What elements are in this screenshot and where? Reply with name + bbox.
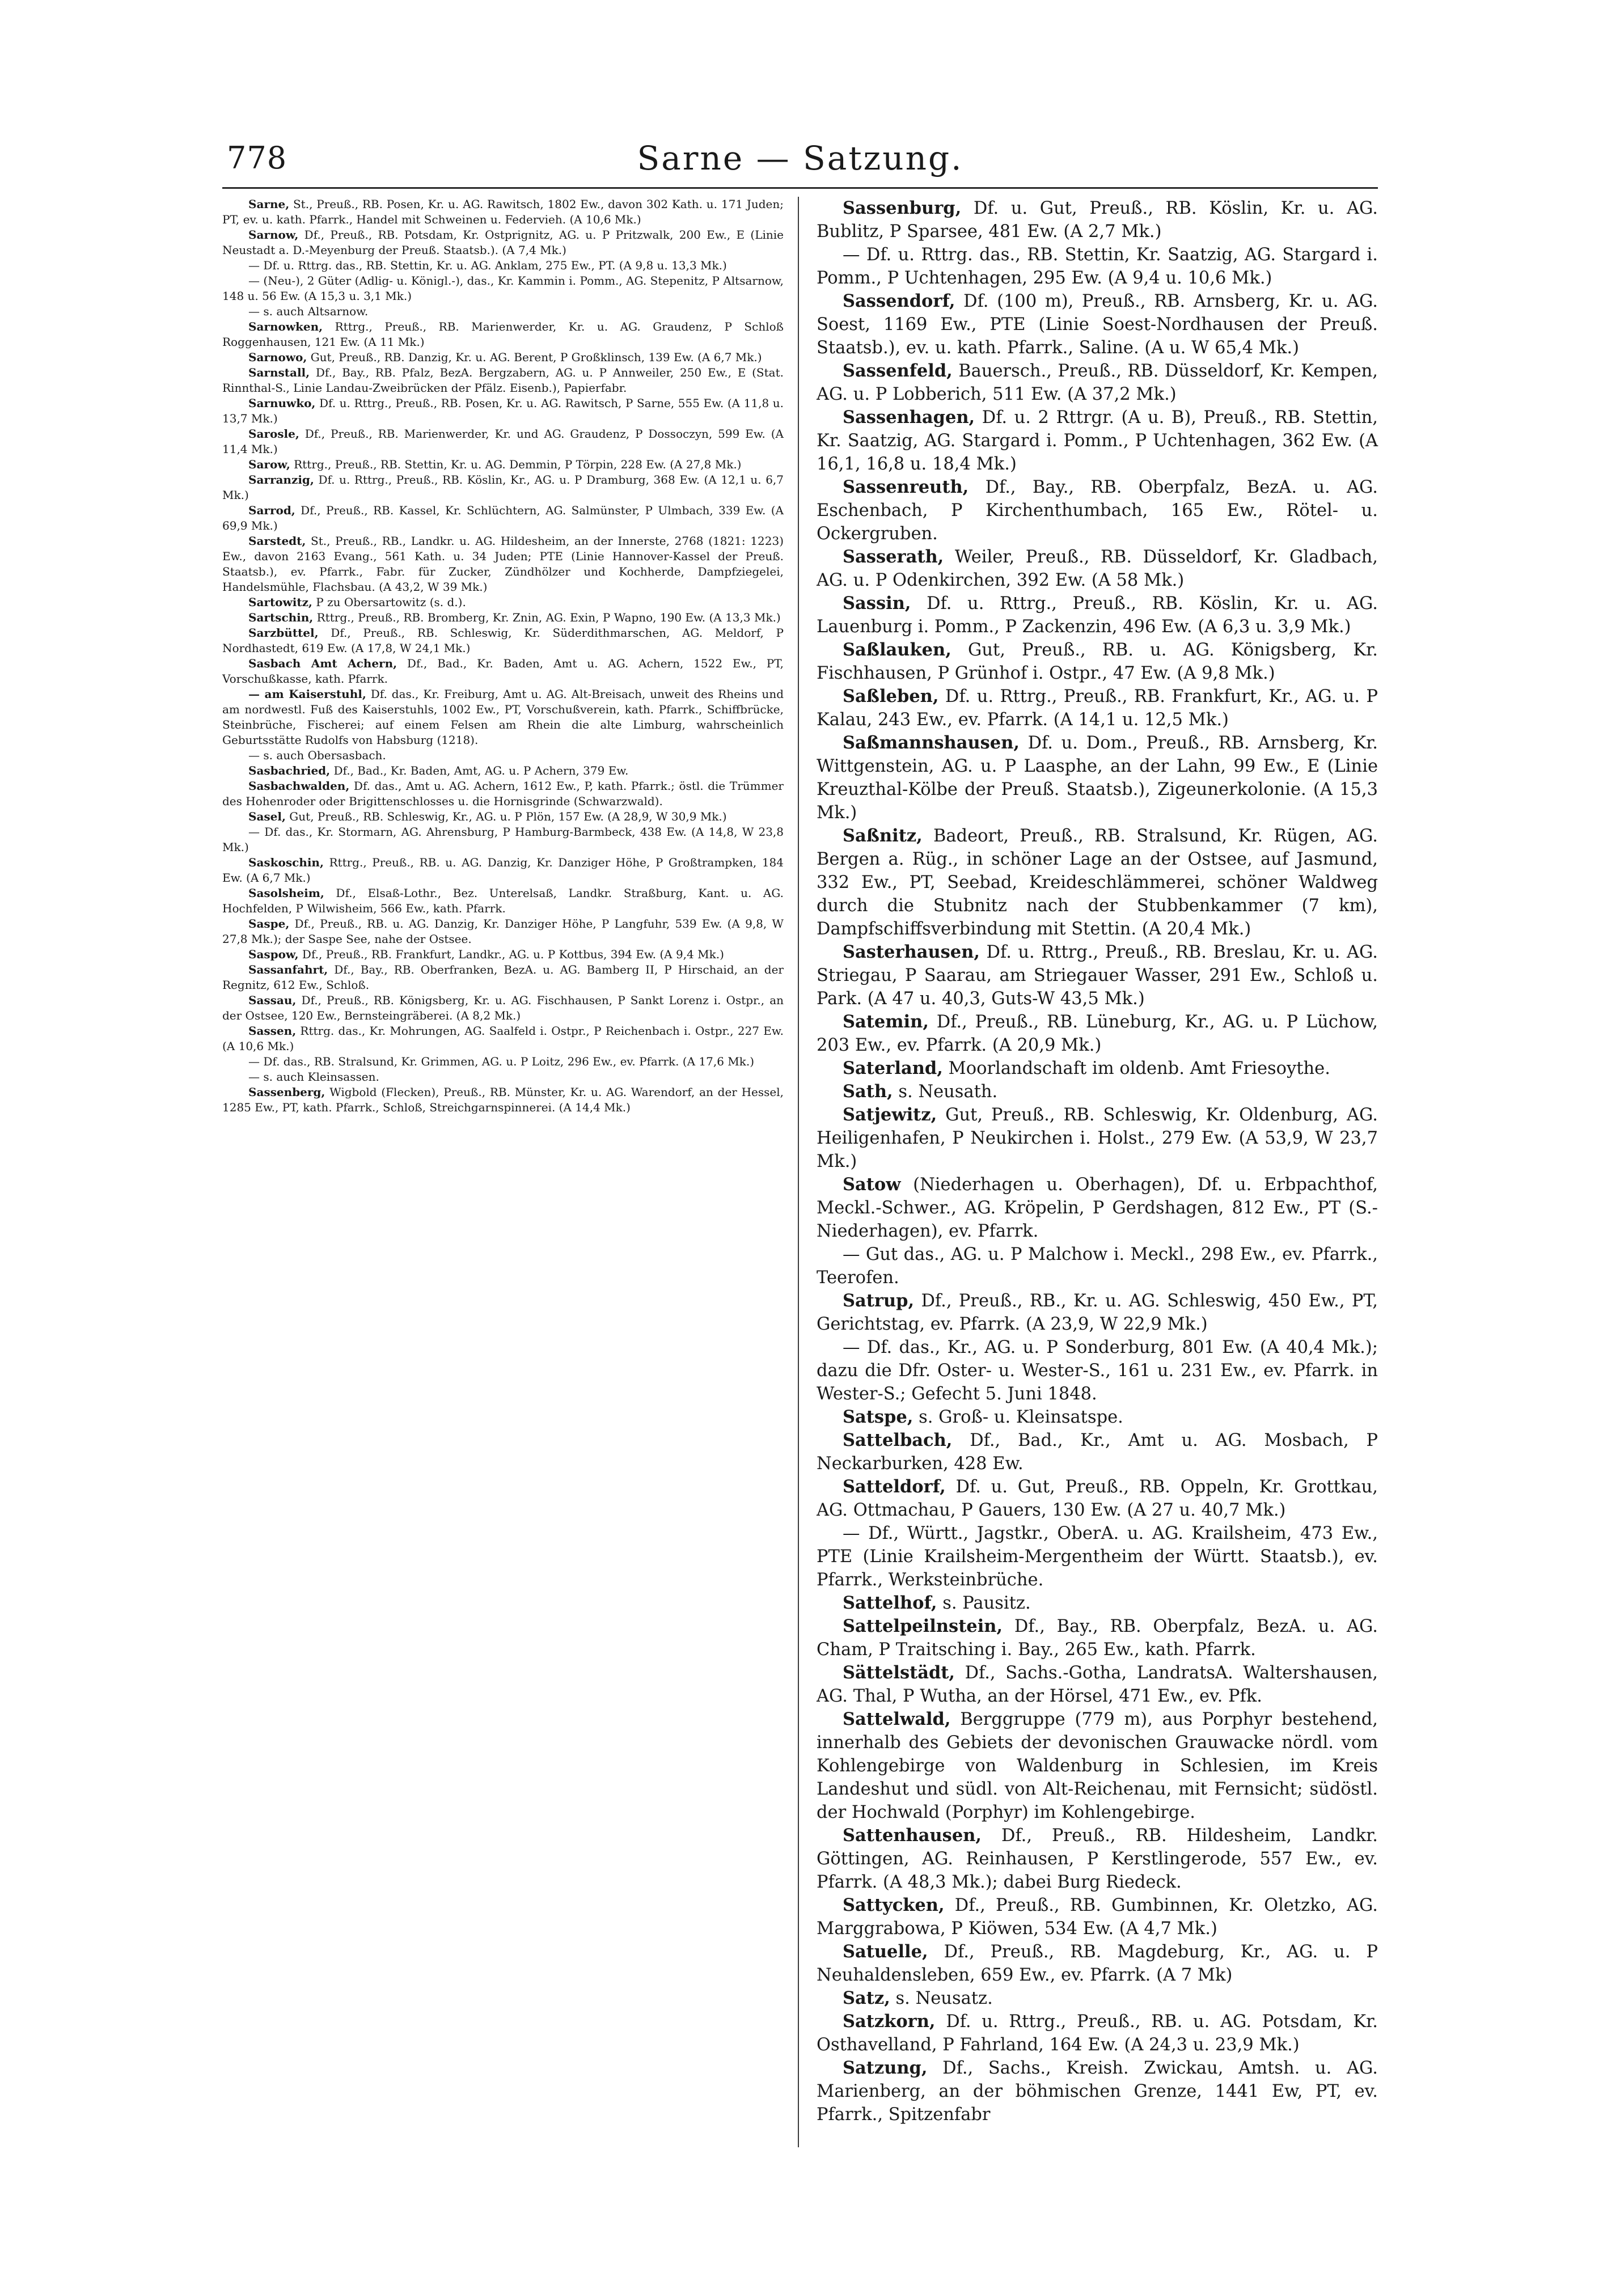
running-head: Sarne — Satzung. [637, 139, 963, 177]
entry-keyword: Saspow, [248, 947, 299, 961]
entry-text: s. Neusath. [893, 1082, 998, 1102]
entry-keyword: Saterland, [843, 1058, 943, 1078]
entry-keyword: Saßmannshausen, [843, 733, 1020, 753]
entry-text: Berggruppe (779 m), aus Porphyr bestehend, innerhalb des Gebiets der devonischen Grauwacke nördl. vom Kohlengebirge von Waldenburg in Schlesien, im Kreis Landeshut und südl. von Alt-Reichenau, mit Fernsicht; südöstl. der Hochwald (Porphyr) im Kohlengebirge. [817, 1710, 1378, 1822]
entry-keyword: Saßleben, [843, 686, 939, 706]
entry-text: Df., Preuß., RB., Kr. u. AG. Schleswig, 450 Ew., PT, Gerichtstag, ev. Pfarrk. (A 23,9, W 22,9 Mk.) [817, 1291, 1378, 1334]
entry-text: — s. auch Obersasbach. [248, 748, 386, 762]
entry-keyword: Sarnowken, [248, 320, 323, 333]
gazetteer-entry [222, 1069, 784, 1085]
gazetteer-entry [222, 809, 784, 824]
gazetteer-entry [222, 197, 784, 227]
entry-text: Df., Preuß., RB. u. AG. Danzig, Kr. Danziger Höhe, P Langfuhr, 539 Ew. (A 9,8, W 27,8 Mk.); der Saspe See, nahe der Ostsee. [222, 917, 784, 946]
entry-text: Rttrg., Preuß., RB. Bromberg, Kr. Znin, AG. Exin, P Wapno, 190 Ew. (A 13,3 Mk.) [313, 611, 781, 624]
entry-text: Df., Sachs., Kreish. Zwickau, Amtsh. u. AG. Marienberg, an der böhmischen Grenze, 1441 Ew, PT, ev. Pfarrk., Spitzenfabr [817, 2058, 1378, 2125]
entry-text: — s. auch Altsarnow. [248, 304, 369, 318]
gazetteer-entry [817, 1406, 1378, 1429]
gazetteer-entry [817, 1615, 1378, 1661]
entry-keyword: Sassenburg, [843, 198, 962, 218]
entry-keyword: Sassau, [248, 993, 297, 1007]
entry-keyword: Sarnowo, [248, 350, 307, 364]
entry-keyword: Sarosle, [248, 427, 299, 441]
entry-text: Badeort, Preuß., RB. Stralsund, Kr. Rügen, AG. Bergen a. Rüg., in schöner Lage an der Ostsee, auf Jasmund, 332 Ew., PT, Seebad, Kreideschlämmerei, schöner Waldweg durch die Stubnitz nach der Stubbenkammer (7 km), Dampfschiffsverbindung mit Stettin. (A 20,4 Mk.) [817, 826, 1378, 939]
entry-keyword: Sassenberg, [248, 1085, 325, 1099]
gazetteer-entry [817, 197, 1378, 243]
entry-text: — (Neu-), 2 Güter (Adlig- u. Königl.-), das., Kr. Kammin i. Pomm., AG. Stepenitz, P Altsarnow, 148 u. 56 Ew. (A 15,3 u. 3,1 Mk.) [222, 274, 784, 303]
entry-text: Df. u. Rttrg., Preuß., RB. Köslin, Kr., AG. u. P Dramburg, 368 Ew. (A 12,1 u. 6,7 Mk.) [222, 473, 784, 502]
gazetteer-entry [817, 2057, 1378, 2126]
gazetteer-entry [817, 1987, 1378, 2010]
entry-keyword: Satemin, [843, 1012, 929, 1032]
entry-text: Wigbold (Flecken), Preuß., RB. Münster, Kr. u. AG. Warendorf, an der Hessel, 1285 Ew., PT, kath. Pfarrk., Schloß, Streichgarnspinnerei. (A 14,4 Mk.) [222, 1085, 784, 1114]
gazetteer-entry [817, 1010, 1378, 1057]
gazetteer-entry [222, 962, 784, 993]
entry-text: Df., Preuß., RB. Hildesheim, Landkr. Göttingen, AG. Reinhausen, P Kerstlingerode, 557 Ew., ev. Pfarrk. (A 48,3 Mk.); dabei Burg Riedeck. [817, 1826, 1378, 1892]
gazetteer-entry [817, 941, 1378, 1010]
entry-keyword: Saßnitz, [843, 826, 923, 846]
entry-text: Gut, Preuß., RB. Schleswig, Kr. Oldenburg, AG. Heiligenhafen, P Neukirchen i. Holst., 279 Ew. (A 53,9, W 23,7 Mk.) [817, 1105, 1378, 1171]
entry-text: — Gut das., AG. u. P Malchow i. Meckl., 298 Ew., ev. Pfarrk., Teerofen. [817, 1245, 1378, 1288]
right-column [817, 197, 1378, 2126]
gazetteer-entry [222, 656, 784, 687]
entry-keyword: Sarzbüttel, [248, 626, 319, 640]
entry-keyword: Sarstedt, [248, 534, 306, 548]
entry-text: Df. u. Rttrg., Preuß., RB. Posen, Kr. u. AG. Rawitsch, P Sarne, 555 Ew. (A 11,8 u. 13,7 Mk.) [222, 396, 784, 425]
entry-text: Df., Bad., Kr. Baden, Amt u. AG. Achern, 1522 Ew., PT, Vorschußkasse, kath. Pfarrk. [222, 657, 784, 686]
dictionary-page [222, 139, 1378, 2157]
entry-keyword: Sasel, [248, 810, 286, 823]
entry-text: Gut, Preuß., RB. Danzig, Kr. u. AG. Berent, P Großklinsch, 139 Ew. (A 6,7 Mk.) [307, 350, 762, 364]
gazetteer-entry [817, 592, 1378, 638]
page-number: 778 [227, 140, 287, 176]
gazetteer-entry [817, 1592, 1378, 1615]
entry-text: s. Groß- u. Kleinsatspe. [913, 1407, 1123, 1427]
entry-text: — Df. das., Kr., AG. u. P Sonderburg, 801 Ew. (A 40,4 Mk.); dazu die Dfr. Oster- u. Wester-S., 161 u. 231 Ew., ev. Pfarrk. in Wester-S.; Gefecht 5. Juni 1848. [817, 1338, 1378, 1404]
entry-keyword: Satow [843, 1174, 901, 1195]
entry-text: Df., Preuß., RB. Kassel, Kr. Schlüchtern, AG. Salmünster, P Ulmbach, 339 Ew. (A 69,9 Mk.) [222, 504, 784, 532]
entry-text: — Df., Württ., Jagstkr., OberA. u. AG. Krailsheim, 473 Ew., PTE (Linie Krailsheim-Mergentheim der Württ. Staatsb.), ev. Pfarrk., Werksteinbrüche. [817, 1524, 1378, 1590]
entry-keyword: Sasterhausen, [843, 942, 980, 962]
entry-text: Df. u. Rttrg., Preuß., RB. Köslin, Kr. u. AG. Lauenburg i. Pomm., P Zackenzin, 496 Ew. (A 6,3 u. 3,9 Mk.) [817, 594, 1378, 637]
entry-text: Df., Preuß., RB. Marienwerder, Kr. und AG. Graudenz, P Dossoczyn, 599 Ew. (A 11,4 Mk.) [222, 427, 784, 456]
gazetteer-entry [222, 610, 784, 625]
gazetteer-entry [222, 319, 784, 350]
gazetteer-entry [222, 350, 784, 365]
gazetteer-entry [222, 472, 784, 503]
entry-text: P zu Obersartowitz (s. d.). [312, 595, 466, 609]
entry-keyword: Sarne, [248, 197, 290, 211]
gazetteer-entry [817, 2010, 1378, 2057]
entry-text: (Niederhagen u. Oberhagen), Df. u. Erbpachthof, Meckl.-Schwer., AG. Kröpelin, P Gerdshagen, 812 Ew., PT (S.-Niederhagen), ev. Pfarrk. [817, 1175, 1378, 1241]
gazetteer-entry [222, 503, 784, 534]
gazetteer-entry [817, 1522, 1378, 1592]
gazetteer-entry [222, 1023, 784, 1054]
entry-keyword: Sattelbach, [843, 1430, 953, 1450]
gazetteer-entry [222, 625, 784, 656]
gazetteer-entry [817, 1661, 1378, 1708]
entry-text: Df. u. Rttrg., Preuß., RB. Breslau, Kr. u. AG. Striegau, P Saarau, am Striegauer Wasser, 291 Ew., Schloß u. Park. (A 47 u. 40,3, Guts-W 43,5 Mk.) [817, 942, 1378, 1009]
entry-text: Df. u. Rttrg., Preuß., RB. u. AG. Potsdam, Kr. Osthavelland, P Fahrland, 164 Ew. (A 24,3 u. 23,9 Mk.) [817, 2012, 1378, 2055]
entry-text: Df. u. Gut, Preuß., RB. Oppeln, Kr. Grottkau, AG. Ottmachau, P Gauers, 130 Ew. (A 27 u. 40,7 Mk.) [817, 1477, 1378, 1520]
gazetteer-entry [817, 1103, 1378, 1173]
gazetteer-entry [222, 396, 784, 426]
gazetteer-entry [222, 595, 784, 610]
entry-keyword: Sassanfahrt, [248, 963, 328, 976]
entry-keyword: Sasbachwalden, [248, 779, 350, 793]
entry-text: Df., Preuß., RB. Magdeburg, Kr., AG. u. P Neuhaldensleben, 659 Ew., ev. Pfarrk. (A 7 Mk) [817, 1942, 1378, 1985]
entry-keyword: Saßlauken, [843, 640, 951, 660]
entry-keyword: Sattenhausen, [843, 1825, 982, 1846]
column-rule [798, 197, 799, 2147]
entry-keyword: Satteldorf, [843, 1477, 946, 1497]
entry-text: Bauersch., Preuß., RB. Düsseldorf, Kr. Kempen, AG. u. P Lobberich, 511 Ew. (A 37,2 Mk.) [817, 361, 1378, 404]
entry-keyword: Satz, [843, 1988, 890, 2008]
entry-keyword: Sartschin, [248, 611, 314, 624]
entry-text: Moorlandschaft im oldenb. Amt Friesoythe. [942, 1059, 1330, 1078]
entry-keyword: Sarnuwko, [248, 396, 316, 410]
entry-keyword: Sassenfeld, [843, 361, 953, 381]
entry-keyword: Satzung, [843, 2058, 928, 2078]
gazetteer-entry [222, 993, 784, 1023]
entry-text: Df., Preuß., RB. Potsdam, Kr. Ostprignitz, AG. u. P Pritzwalk, 200 Ew., E (Linie Neustadt a. D.-Meyenburg der Preuß. Staatsb.). (A 7,4 Mk.) [222, 228, 784, 257]
gazetteer-entry [222, 273, 784, 304]
entry-keyword: Sassen, [248, 1024, 297, 1038]
gazetteer-entry [222, 824, 784, 855]
entry-keyword: Satzkorn, [843, 2011, 936, 2032]
gazetteer-entry [222, 886, 784, 916]
entry-text: Rttrg., Preuß., RB. Stettin, Kr. u. AG. Demmin, P Törpin, 228 Ew. (A 27,8 Mk.) [290, 458, 742, 471]
gazetteer-entry [222, 426, 784, 457]
entry-text: s. Neusatz. [890, 1989, 993, 2008]
entry-keyword: Saspe, [248, 917, 290, 930]
entry-keyword: Sasserath, [843, 547, 944, 567]
gazetteer-entry [817, 685, 1378, 731]
entry-text: s. Pausitz. [937, 1593, 1031, 1613]
entry-text: Df., Sachs.-Gotha, LandratsA. Waltershausen, AG. Thal, P Wutha, an der Hörsel, 471 Ew., ev. Pfk. [817, 1663, 1378, 1706]
gazetteer-entry [817, 1289, 1378, 1336]
gazetteer-entry [222, 855, 784, 886]
entry-text: Gut, Preuß., RB. u. AG. Königsberg, Kr. Fischhausen, P Grünhof i. Ostpr., 47 Ew. (A 9,8 Mk.) [817, 640, 1378, 683]
entry-keyword: Sarnstall, [248, 366, 310, 379]
entry-text: — Df. das., RB. Stralsund, Kr. Grimmen, AG. u. P Loitz, 296 Ew., ev. Pfarrk. (A 17,6 Mk.) [248, 1055, 755, 1068]
entry-text: Weiler, Preuß., RB. Düsseldorf, Kr. Gladbach, AG. u. P Odenkirchen, 392 Ew. (A 58 Mk.) [817, 547, 1378, 590]
entry-keyword: Satjewitz, [843, 1105, 937, 1125]
gazetteer-entry [817, 290, 1378, 359]
gazetteer-entry [817, 1894, 1378, 1940]
entry-text: Df., Preuß., RB. Schleswig, Kr. Süderdithmarschen, AG. Meldorf, P Nordhastedt, 619 Ew. (A 17,8, W 24,1 Mk.) [222, 626, 784, 655]
entry-keyword: Sasbach Amt Achern, [248, 657, 397, 670]
entry-text: — Df. das., Kr. Stormarn, AG. Ahrensburg, P Hamburg-Barmbeck, 438 Ew. (A 14,8, W 23,8 Mk.) [222, 825, 784, 854]
entry-keyword: Sassenhagen, [843, 407, 975, 428]
gazetteer-entry [222, 1054, 784, 1069]
entry-keyword: Sattelpeilnstein, [843, 1616, 1003, 1636]
entry-keyword: Satspe, [843, 1407, 914, 1427]
entry-keyword: Sattycken, [843, 1895, 945, 1915]
entry-text: Df., Bay., RB. Oberpfalz, BezA. u. AG. Cham, P Traitsching i. Bay., 265 Ew., kath. Pfarrk. [817, 1617, 1378, 1660]
gazetteer-entry [222, 227, 784, 258]
gazetteer-entry [817, 359, 1378, 406]
entry-text: Df. u. Gut, Preuß., RB. Köslin, Kr. u. AG. Bublitz, P Sparsee, 481 Ew. (A 2,7 Mk.) [817, 198, 1378, 242]
gazetteer-entry [817, 1475, 1378, 1522]
entry-text: Df., Bad., Kr. Baden, Amt, AG. u. P Achern, 379 Ew. [330, 764, 629, 777]
entry-keyword: Satrup, [843, 1291, 915, 1311]
entry-text: Df., Bay., RB. Oberpfalz, BezA. u. AG. Eschenbach, P Kirchenthumbach, 165 Ew., Rötel- u. Ockergruben. [817, 477, 1378, 544]
gazetteer-entry [817, 1057, 1378, 1080]
gazetteer-entry [817, 1940, 1378, 1987]
entry-text: — Df. u. Rttrg. das., RB. Stettin, Kr. u. AG. Anklam, 275 Ew., PT. (A 9,8 u. 13,3 Mk.) [248, 259, 727, 272]
gazetteer-entry [222, 916, 784, 947]
entry-text: — s. auch Kleinsassen. [248, 1070, 379, 1084]
gazetteer-entry [222, 534, 784, 595]
entry-text: Rttrg. das., Kr. Mohrungen, AG. Saalfeld i. Ostpr., P Reichenbach i. Ostpr., 227 Ew. (A 10,6 Mk.) [222, 1024, 784, 1053]
entry-keyword: Sasolsheim, [248, 886, 324, 900]
gazetteer-entry [817, 1429, 1378, 1475]
entry-text: Gut, Preuß., RB. Schleswig, Kr., AG. u. P Plön, 157 Ew. (A 28,9, W 30,9 Mk.) [285, 810, 727, 823]
entry-text: St., Preuß., RB. Posen, Kr. u. AG. Rawitsch, 1802 Ew., davon 302 Kath. u. 171 Juden; PT, ev. u. kath. Pfarrk., Handel mit Schweinen u. Federvieh. (A 10,6 Mk.) [222, 197, 784, 226]
entry-text: Rttrg., Preuß., RB. u. AG. Danzig, Kr. Danziger Höhe, P Großtrampken, 184 Ew. (A 6,7 Mk.) [222, 856, 784, 885]
entry-keyword: Sarnow, [248, 228, 299, 242]
entry-text: Df., Elsaß-Lothr., Bez. Unterelsaß, Landkr. Straßburg, Kant. u. AG. Hochfelden, P Wilwisheim, 566 Ew., kath. Pfarrk. [222, 886, 784, 915]
entry-keyword: Saskoschin, [248, 856, 324, 869]
gazetteer-entry [222, 748, 784, 763]
entry-keyword: Sartowitz, [248, 595, 312, 609]
columns [222, 197, 1378, 2126]
entry-keyword: Sarow, [248, 458, 290, 471]
gazetteer-entry [222, 763, 784, 779]
entry-keyword: Satuelle, [843, 1941, 928, 1962]
entry-keyword: Sättelstädt, [843, 1662, 955, 1683]
entry-keyword: Sattelwald, [843, 1709, 951, 1729]
entry-keyword: Sattelhof, [843, 1593, 937, 1613]
gazetteer-entry [222, 304, 784, 319]
entry-keyword: Sarrod, [248, 504, 295, 517]
entry-text: Df., Preuß., RB. Königsberg, Kr. u. AG. Fischhausen, P Sankt Lorenz i. Ostpr., an der Ostsee, 120 Ew., Bernsteingräberei. (A 8,2 Mk.) [222, 993, 784, 1022]
gazetteer-entry [817, 1336, 1378, 1406]
entry-keyword: — am Kaiserstuhl, [248, 687, 366, 701]
gazetteer-entry [222, 1085, 784, 1115]
gazetteer-entry [817, 1080, 1378, 1103]
entry-text: Df. u. 2 Rttrgr. (A u. B), Preuß., RB. Stettin, Kr. Saatzig, AG. Stargard i. Pomm., P Uchtenhagen, 362 Ew. (A 16,1, 16,8 u. 18,4 Mk.) [817, 408, 1378, 474]
entry-text: Df. u. Rttrg., Preuß., RB. Frankfurt, Kr., AG. u. P Kalau, 243 Ew., ev. Pfarrk. (A 14,1 u. 12,5 Mk.) [817, 687, 1378, 730]
entry-text: St., Preuß., RB., Landkr. u. AG. Hildesheim, an der Innerste, 2768 (1821: 1223) Ew., davon 2163 Evang., 561 Kath. u. 34 Juden; PTE (Linie Hannover-Kassel der Preuß. Staatsb.), ev. Pfarrk., Fabr. für Zucker, Zündhölzer und Kochherde, Dampfziegelei, Handelsmühle, Flachsbau. (A 43,2, W 39 Mk.) [222, 534, 784, 594]
gazetteer-entry [817, 406, 1378, 476]
entry-text: Df., Bay., RB. Oberfranken, BezA. u. AG. Bamberg II, P Hirschaid, an der Regnitz, 612 Ew., Schloß. [222, 963, 784, 992]
gazetteer-entry [817, 243, 1378, 290]
entry-text: Df. das., Amt u. AG. Achern, 1612 Ew., P, kath. Pfarrk.; östl. die Trümmer des Hohenroder oder Brigittenschlosses u. die Hornisgrinde (Schwarzwald). [222, 779, 784, 808]
page-header [222, 139, 1378, 189]
gazetteer-entry [817, 1173, 1378, 1243]
gazetteer-entry [817, 1243, 1378, 1289]
gazetteer-entry [817, 1824, 1378, 1894]
gazetteer-entry [817, 476, 1378, 545]
entry-text: — Df. u. Rttrg. das., RB. Stettin, Kr. Saatzig, AG. Stargard i. Pomm., P Uchtenhagen, 295 Ew. (A 9,4 u. 10,6 Mk.) [817, 245, 1378, 288]
entry-text: Df. (100 m), Preuß., RB. Arnsberg, Kr. u. AG. Soest, 1169 Ew., PTE (Linie Soest-Nordhausen der Preuß. Staatsb.), ev. u. kath. Pfarrk., Saline. (A u. W 65,4 Mk.) [817, 291, 1378, 358]
entry-text: Df., Preuß., RB. Frankfurt, Landkr., AG. u. P Kottbus, 394 Ew. (A 9,4 Mk.) [298, 947, 724, 961]
entry-keyword: Sarranzig, [248, 473, 314, 486]
gazetteer-entry [817, 731, 1378, 824]
entry-text: Df., Bad., Kr., Amt u. AG. Mosbach, P Neckarburken, 428 Ew. [817, 1431, 1378, 1474]
gazetteer-entry [222, 258, 784, 273]
entry-keyword: Sassenreuth, [843, 477, 969, 497]
entry-text: Df. das., Kr. Freiburg, Amt u. AG. Alt-Breisach, unweit des Rheins und am nordwestl. Fuß des Kaiserstuhls, 1002 Ew., PT, Vorschußverein, kath. Pfarrk., Schiffbrücke, Steinbrüche, Fischerei; auf einem Felsen am Rhein die alte Limburg, wahrscheinlich Geburtsstätte Rudolfs von Habsburg (1218). [222, 687, 784, 747]
entry-text: Df., Preuß., RB. Gumbinnen, Kr. Oletzko, AG. Marggrabowa, P Kiöwen, 534 Ew. (A 4,7 Mk.) [817, 1896, 1378, 1939]
entry-text: Df., Bay., RB. Pfalz, BezA. Bergzabern, AG. u. P Annweiler, 250 Ew., E (Stat. Rinnthal-S., Linie Landau-Zweibrücken der Pfälz. Eisenb.), Papierfabr. [222, 366, 784, 395]
gazetteer-entry [817, 638, 1378, 685]
entry-text: Df. u. Dom., Preuß., RB. Arnsberg, Kr. Wittgenstein, AG. u. P Laasphe, an der Lahn, 99 Ew., E (Linie Kreuzthal-Kölbe der Preuß. Staatsb.), Zigeunerkolonie. (A 15,3 Mk.) [817, 733, 1378, 823]
left-column [222, 197, 784, 2126]
gazetteer-entry [817, 545, 1378, 592]
gazetteer-entry [222, 779, 784, 809]
entry-keyword: Sasbachried, [248, 764, 331, 777]
gazetteer-entry [817, 824, 1378, 941]
gazetteer-entry [222, 947, 784, 962]
entry-keyword: Sassendorf, [843, 291, 955, 311]
entry-text: Df., Preuß., RB. Lüneburg, Kr., AG. u. P Lüchow, 203 Ew., ev. Pfarrk. (A 20,9 Mk.) [817, 1012, 1378, 1055]
gazetteer-entry [817, 1708, 1378, 1824]
entry-keyword: Sath, [843, 1081, 893, 1102]
gazetteer-entry [222, 687, 784, 748]
gazetteer-entry [222, 365, 784, 396]
entry-keyword: Sassin, [843, 593, 911, 614]
entry-text: Rttrg., Preuß., RB. Marienwerder, Kr. u. AG. Graudenz, P Schloß Roggenhausen, 121 Ew. (A 11 Mk.) [222, 320, 784, 349]
gazetteer-entry [222, 457, 784, 472]
